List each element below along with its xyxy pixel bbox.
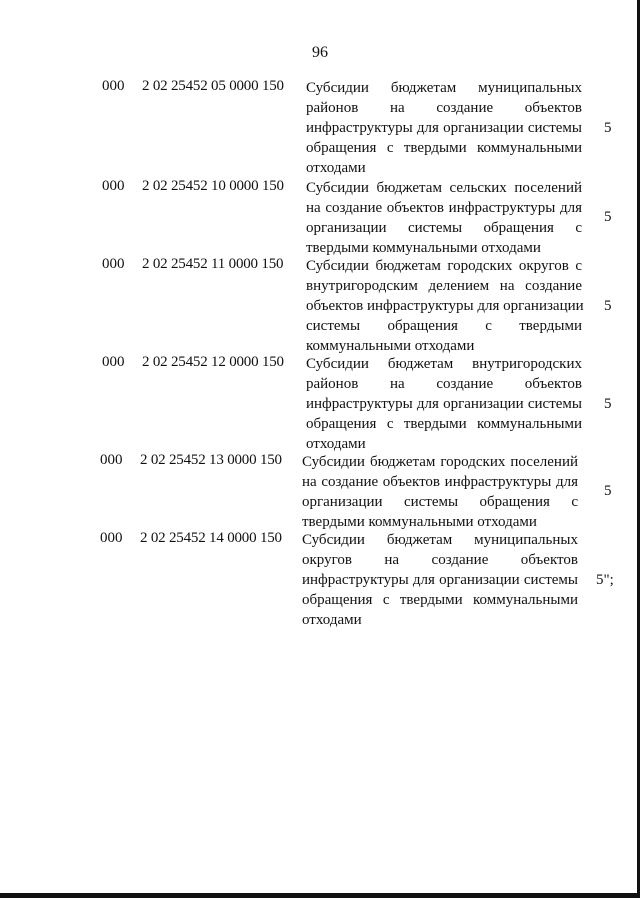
description-line: Субсидии бюджетам городских поселений <box>302 454 578 470</box>
description-line: районов на создание объектов <box>306 100 582 116</box>
row-description <box>302 452 578 532</box>
income-code: 2 02 25452 13 0000 150 <box>140 452 282 468</box>
description-line: обращения с твердыми коммунальными <box>302 592 578 608</box>
description-line: инфраструктуры для организации системы <box>302 572 578 588</box>
description-line: отходами <box>306 160 366 176</box>
description-line: объектов инфраструктуры для организации <box>306 298 584 314</box>
description-line: на создание объектов инфраструктуры для <box>302 474 578 490</box>
description-line: Субсидии бюджетам внутригородских <box>306 356 582 372</box>
description-line: инфраструктуры для организации системы <box>306 120 582 136</box>
income-code: 2 02 25452 14 0000 150 <box>140 530 282 546</box>
row-value: 5"; <box>596 572 614 588</box>
admin-code: 000 <box>100 452 123 468</box>
scan-edge <box>0 893 640 898</box>
admin-code: 000 <box>102 178 125 194</box>
description-line: отходами <box>302 612 362 628</box>
description-line: районов на создание объектов <box>306 376 582 392</box>
description-line: Субсидии бюджетам городских округов с <box>306 258 582 274</box>
description-line: обращения с твердыми коммунальными <box>306 416 582 432</box>
description-line: твердыми коммунальными отходами <box>306 240 541 256</box>
description-line: организации системы обращения с <box>306 220 582 236</box>
description-line: на создание объектов инфраструктуры для <box>306 200 582 216</box>
admin-code: 000 <box>100 530 123 546</box>
row-value: 5 <box>604 483 612 499</box>
page-number: 96 <box>312 44 328 61</box>
income-code: 2 02 25452 05 0000 150 <box>142 78 284 94</box>
description-line: отходами <box>306 436 366 452</box>
description-line: округов на создание объектов <box>302 552 578 568</box>
description-line: обращения с твердыми коммунальными <box>306 140 582 156</box>
description-line: инфраструктуры для организации системы <box>306 396 582 412</box>
row-description <box>302 530 578 630</box>
income-code: 2 02 25452 10 0000 150 <box>142 178 284 194</box>
row-description <box>306 78 582 178</box>
row-description <box>306 354 582 454</box>
row-value: 5 <box>604 209 612 225</box>
description-line: организации системы обращения с <box>302 494 578 510</box>
row-value: 5 <box>604 396 612 412</box>
row-description <box>306 178 582 258</box>
description-line: твердыми коммунальными отходами <box>302 514 537 530</box>
admin-code: 000 <box>102 256 125 272</box>
row-value: 5 <box>604 298 612 314</box>
income-code: 2 02 25452 11 0000 150 <box>142 256 284 272</box>
row-description <box>306 256 582 356</box>
description-line: Субсидии бюджетам муниципальных <box>302 532 578 548</box>
description-line: внутригородским делением на создание <box>306 278 582 294</box>
row-value: 5 <box>604 120 612 136</box>
description-line: системы обращения с твердыми <box>306 318 582 334</box>
description-line: Субсидии бюджетам сельских поселений <box>306 180 582 196</box>
description-line: Субсидии бюджетам муниципальных <box>306 80 582 96</box>
admin-code: 000 <box>102 78 125 94</box>
admin-code: 000 <box>102 354 125 370</box>
description-line: коммунальными отходами <box>306 338 475 354</box>
income-code: 2 02 25452 12 0000 150 <box>142 354 284 370</box>
